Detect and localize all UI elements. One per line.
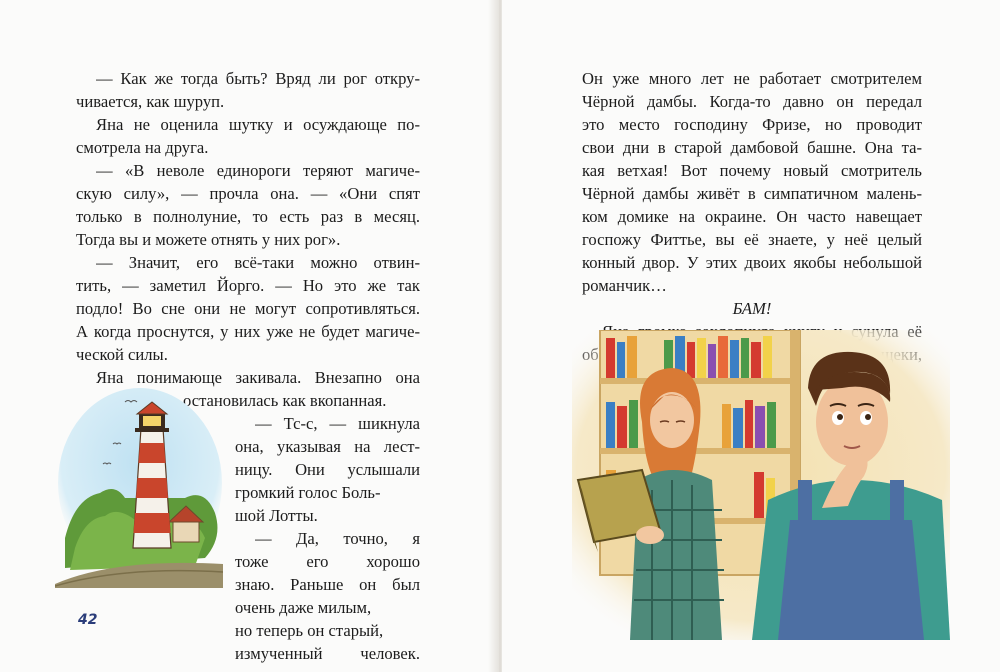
text-line: очень даже милым, xyxy=(235,598,372,617)
text-line: она, указывая на лест- xyxy=(235,437,420,456)
text-line: Тогда вы и можете отнять у них рог». xyxy=(76,230,341,249)
text-line: ницу. Они услышали xyxy=(235,460,420,479)
lighthouse-light xyxy=(143,416,161,426)
text-line: знаю. Раньше он был xyxy=(235,575,420,594)
lighthouse-illustration xyxy=(55,388,223,588)
sound-effect: БАМ! xyxy=(732,299,772,318)
text-line: романчик… xyxy=(582,276,667,295)
text-line: громкий голос Боль- xyxy=(235,483,381,502)
lighthouse-stripe xyxy=(136,478,168,498)
text-line: скую силу», — прочла она. — «Они спят xyxy=(76,184,420,203)
book-row xyxy=(606,336,772,378)
text-line: ком домике на окраине. Он часто навещает xyxy=(582,207,922,226)
kids-in-library-illustration xyxy=(572,330,950,640)
text-line: Яна не оценила шутку и осуждающе по- xyxy=(96,115,420,134)
book xyxy=(617,342,625,378)
text-line: Он уже много лет не работает смотрителем xyxy=(582,69,922,88)
book xyxy=(733,408,743,448)
lighthouse-stripe xyxy=(139,443,166,463)
book xyxy=(722,404,731,448)
text-line: тоже его хорошо xyxy=(235,552,420,571)
text-line: — Тс-с, — шикнула xyxy=(255,414,420,433)
girl-hand xyxy=(636,526,664,544)
book xyxy=(627,336,637,378)
book xyxy=(745,400,753,448)
text-line: — Как же тогда быть? Вряд ли рог откру- xyxy=(96,69,420,88)
shelf-board xyxy=(600,448,800,454)
boy-pupil xyxy=(865,414,871,420)
text-line: Чёрной дамбы живёт в симпатичном малень- xyxy=(582,184,922,203)
book xyxy=(754,472,764,518)
overall-strap xyxy=(798,480,812,540)
book xyxy=(741,338,749,378)
shelf-board xyxy=(600,378,800,384)
text-line: — Значит, его всё-таки можно отвин- xyxy=(96,253,420,272)
text-line: но теперь он старый, xyxy=(235,621,384,640)
text-line: измученный человек. xyxy=(235,644,420,663)
text-line: госпожу Фиттье, вы её знаете, у неё целый xyxy=(582,230,922,249)
text-line: кая ветхая! Вот почему новый смотритель xyxy=(582,161,922,180)
book xyxy=(751,342,761,378)
text-line: подло! Во сне они не могут сопротивляться. xyxy=(76,299,420,318)
book xyxy=(606,338,615,378)
text-line: — «В неволе единороги теряют магиче- xyxy=(96,161,420,180)
book xyxy=(708,344,716,378)
book xyxy=(629,400,638,448)
text-line: А когда проснутся, у них уже не будет магиче- xyxy=(76,322,420,341)
book xyxy=(767,402,776,448)
overall-strap xyxy=(890,480,904,540)
book xyxy=(687,342,695,378)
left-page xyxy=(0,0,498,672)
boy-pupil xyxy=(837,414,843,420)
text-line: шой Лотты. xyxy=(235,506,318,525)
book xyxy=(697,338,706,378)
book xyxy=(763,336,772,378)
text-line: — Да, точно, я xyxy=(255,529,420,548)
text-line: конный двор. У этих двоих якобы небольшой xyxy=(582,253,922,272)
book xyxy=(755,406,765,448)
text-line: чивается, как шуруп. xyxy=(76,92,225,111)
book xyxy=(730,340,739,378)
text-line: свои дни в старой дамбовой башне. Она та- xyxy=(582,138,922,157)
book xyxy=(617,406,627,448)
house xyxy=(173,520,199,542)
book xyxy=(718,336,728,378)
text-line: ческой силы. xyxy=(76,345,168,364)
text-line: Яна понимающе закивала. Внезапно она xyxy=(96,368,420,387)
text-line: Чёрной дамбы. Когда-то давно он передал xyxy=(582,92,922,111)
book xyxy=(606,402,615,448)
lighthouse-stripe xyxy=(134,513,171,533)
page-number: 42 xyxy=(78,612,98,628)
text-line: смотрела на друга. xyxy=(76,138,209,157)
text-line: тить, — заметил Йорго. — Но это же так xyxy=(76,276,420,295)
text-line: только в полнолуние, то есть раз в месяц. xyxy=(76,207,420,226)
lighthouse-balcony xyxy=(135,428,169,432)
text-line: остановилась как вкопанная. xyxy=(183,391,387,410)
text-line: это место господину Фризе, но проводит xyxy=(582,115,922,134)
